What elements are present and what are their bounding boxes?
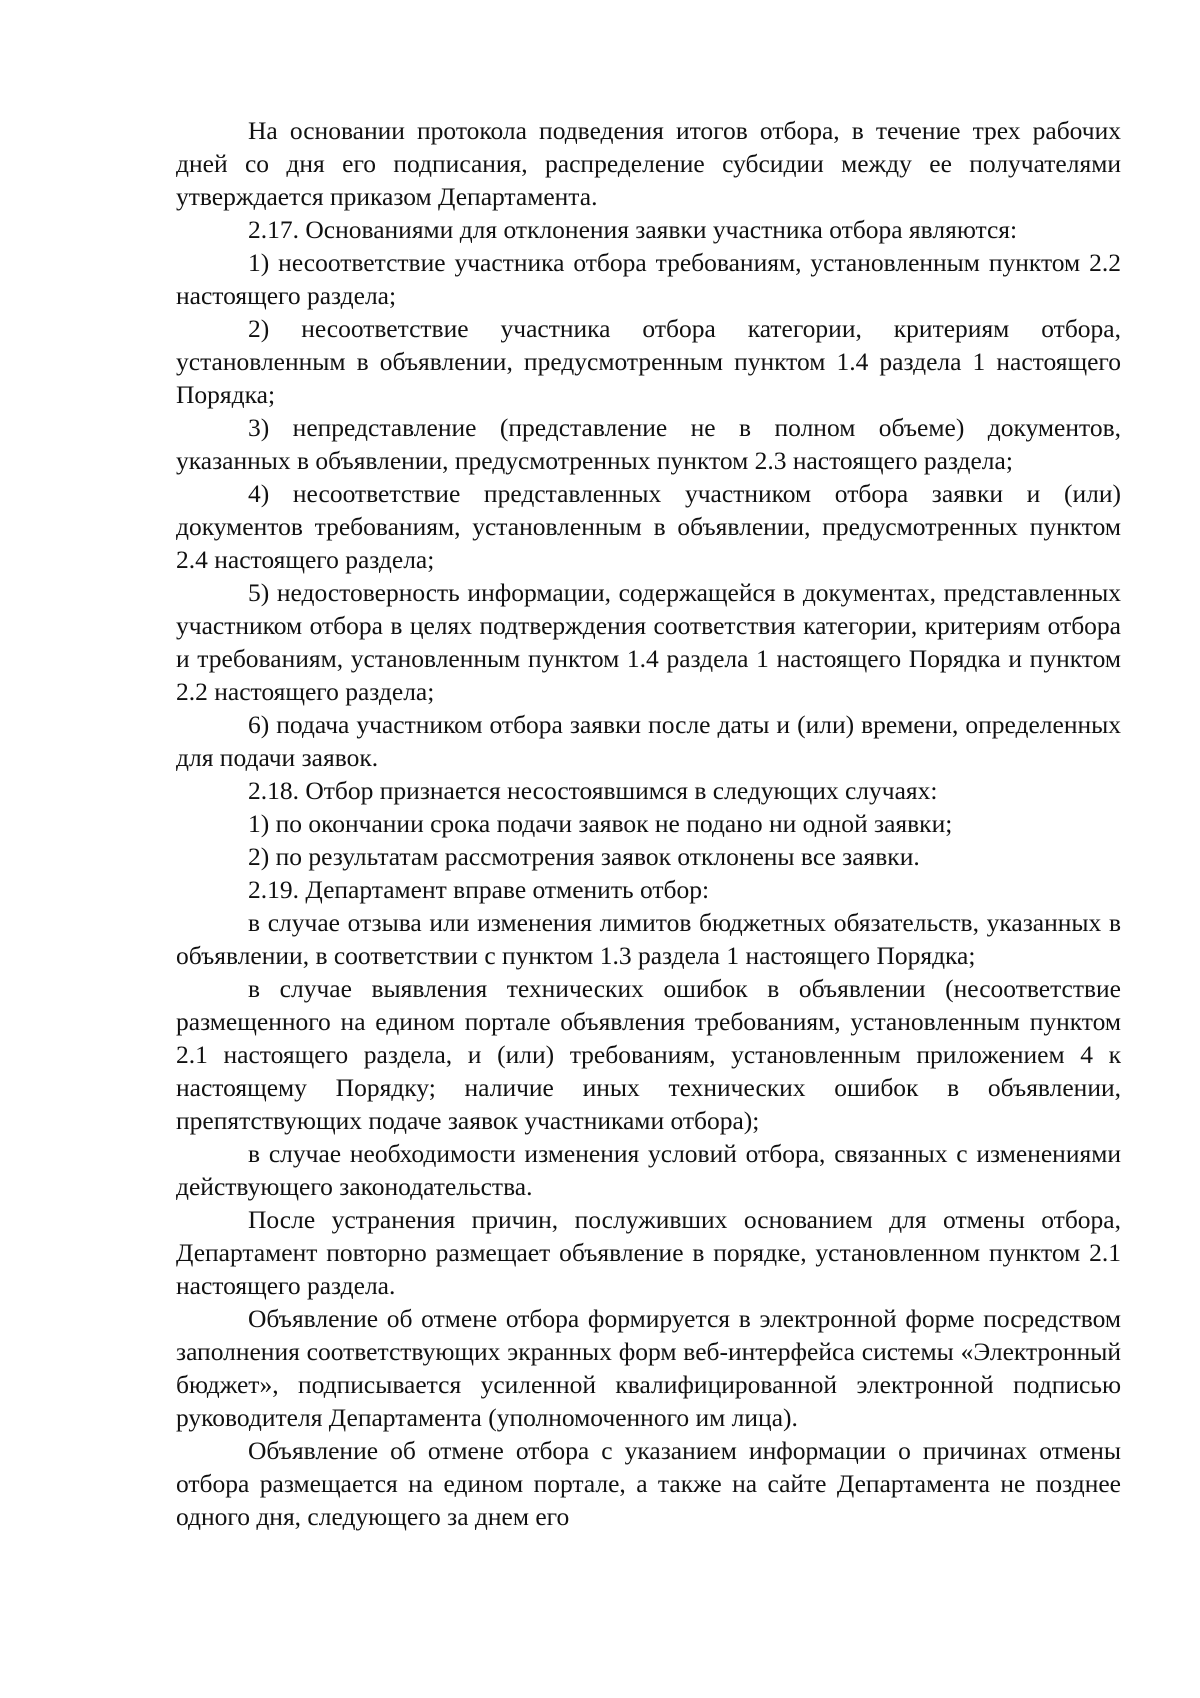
paragraph-2-19-heading: 2.19. Департамент вправе отменить отбор: bbox=[248, 875, 710, 904]
list-item-rejection-1: 1) несоответствие участника отбора требованиям, установленным пунктом 2.2 настоящего раздела; bbox=[176, 248, 1121, 310]
list-item-rejection-6: 6) подача участником отбора заявки после даты и (или) времени, определенных для подачи заявок. bbox=[176, 710, 1121, 772]
list-item-failed-1: 1) по окончании срока подачи заявок не подано ни одной заявки; bbox=[248, 809, 953, 838]
paragraph-repost-announcement: После устранения причин, послуживших основанием для отмены отбора, Департамент повторно размещает объявление в порядке, установленном пунктом 2.1 настоящего раздела. bbox=[176, 1205, 1121, 1300]
list-item-rejection-2: 2) несоответствие участника отбора категории, критериям отбора, установленным в объявлении, предусмотренным пунктом 1.4 раздела 1 настоящего Порядка; bbox=[176, 314, 1121, 409]
list-item-rejection-5: 5) недостоверность информации, содержащейся в документах, представленных участником отбора в целях подтверждения соответствия категории, критериям отбора и требованиям, установленным пунктом 1.4 раздела 1 настоящего Порядка и пунктом 2.2 настоящего раздела; bbox=[176, 578, 1121, 706]
document-body bbox=[176, 114, 1121, 1533]
list-item-rejection-3: 3) непредставление (представление не в полном объеме) документов, указанных в объявлении, предусмотренных пунктом 2.3 настоящего раздела; bbox=[176, 413, 1121, 475]
paragraph-cancel-case-law: в случае необходимости изменения условий отбора, связанных с изменениями действующего законодательства. bbox=[176, 1139, 1121, 1201]
list-item-rejection-4: 4) несоответствие представленных участником отбора заявки и (или) документов требованиям, установленным в объявлении, предусмотренных пунктом 2.4 настоящего раздела; bbox=[176, 479, 1121, 574]
paragraph-2-18-heading: 2.18. Отбор признается несостоявшимся в следующих случаях: bbox=[248, 776, 938, 805]
list-item-failed-2: 2) по результатам рассмотрения заявок отклонены все заявки. bbox=[248, 842, 920, 871]
paragraph-2-17-heading: 2.17. Основаниями для отклонения заявки участника отбора являются: bbox=[248, 215, 1018, 244]
paragraph-cancel-case-errors: в случае выявления технических ошибок в объявлении (несоответствие размещенного на едином портале объявления требованиям, установленным пунктом 2.1 настоящего раздела, и (или) требованиям, установленным приложением 4 к настоящему Порядку; наличие иных технических ошибок в объявлении, препятствующих подаче заявок участниками отбора); bbox=[176, 974, 1121, 1135]
paragraph-cancel-announcement-form: Объявление об отмене отбора формируется в электронной форме посредством заполнения соответствующих экранных форм веб-интерфейса системы «Электронный бюджет», подписывается усиленной квалифицированной электронной подписью руководителя Департамента (уполномоченного им лица). bbox=[176, 1304, 1121, 1432]
paragraph-cancel-announcement-posting: Объявление об отмене отбора с указанием информации о причинах отмены отбора размещается на едином портале, а также на сайте Департамента не позднее одного дня, следующего за днем его bbox=[176, 1436, 1121, 1531]
paragraph-cancel-case-limits: в случае отзыва или изменения лимитов бюджетных обязательств, указанных в объявлении, в соответствии с пунктом 1.3 раздела 1 настоящего Порядка; bbox=[176, 908, 1121, 970]
paragraph-protocol-results: На основании протокола подведения итогов отбора, в течение трех рабочих дней со дня его подписания, распределение субсидии между ее получателями утверждается приказом Департамента. bbox=[176, 116, 1121, 211]
